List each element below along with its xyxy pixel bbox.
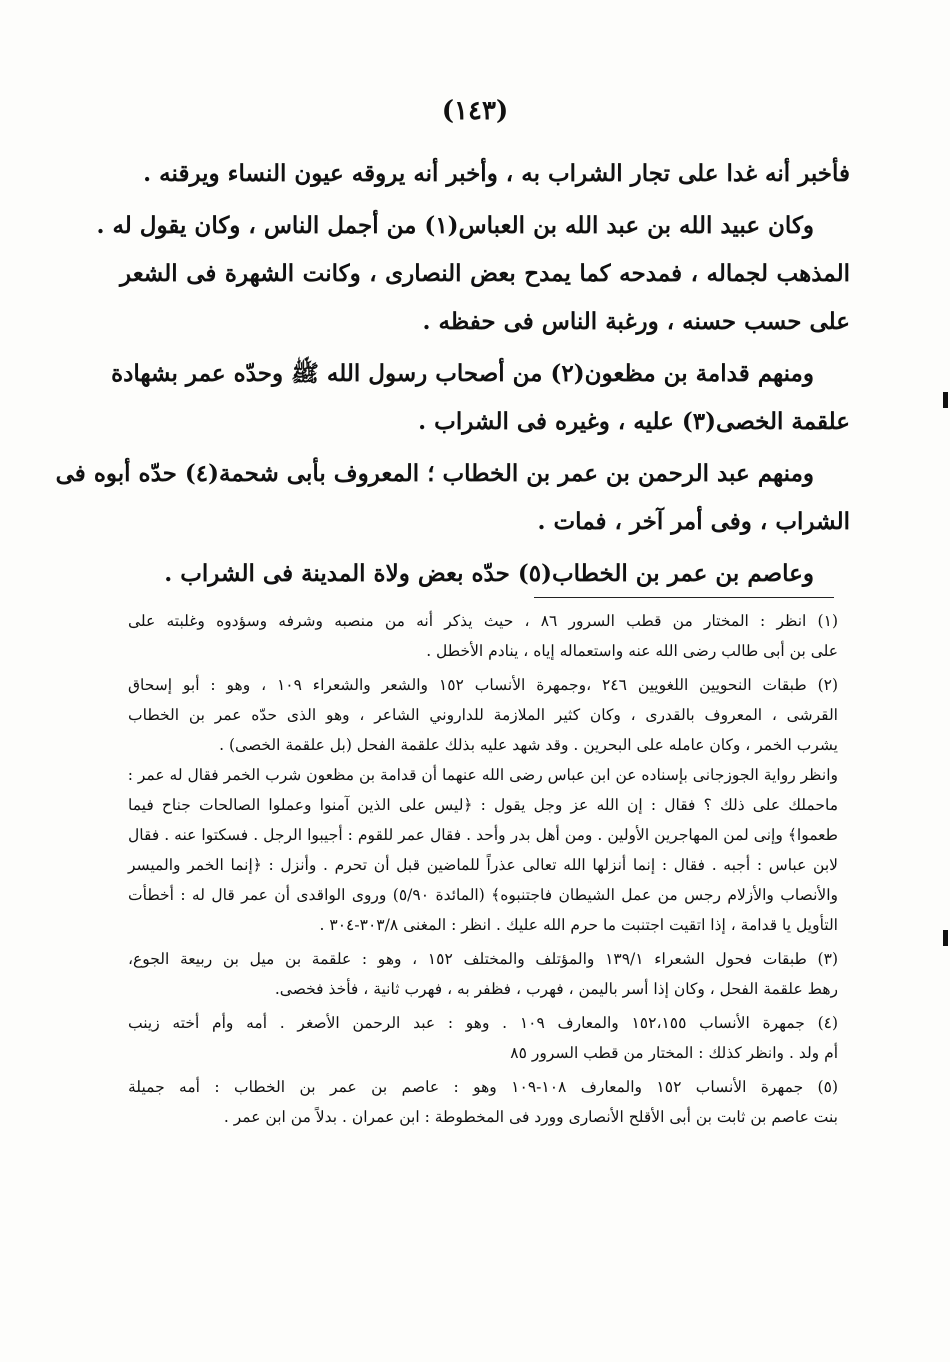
footnote-line: (٤) جمهرة الأنساب ١٥٢،١٥٥ والمعارف ١٠٩ . وهو : عبد الرحمن الأصغر . أمه وأم أخته زينب	[128, 1014, 839, 1032]
footnote-line: (١) انظر : المختار من قطب السرور ٨٦ ، حيث يذكر أنه من منصبه وشرفه وسؤدوه وغلبته على	[128, 612, 838, 630]
footnote-line: والأنصاب والأزلام رجس من عمل الشيطان فاجتنبوه﴾ (المائدة ٥/٩٠) وروى الواقدى أن عمر قال له : أخطأت	[128, 886, 839, 904]
scan-edge-mark	[943, 392, 948, 408]
page-number: (١٤٣)	[441, 96, 509, 126]
footnote-line: رهط علقمة الفحل ، وكان إذا أسر باليمن ، فهرب ، فظفر به ، فهرب ثانية ، فأخذ فخصى.	[274, 980, 838, 998]
footnote-line: (٥) جمهرة الأنساب ١٥٢ والمعارف ١٠٨-١٠٩ وهو : عاصم بن عمر بن الخطاب : أمه جميلة	[128, 1078, 838, 1096]
footnote-4	[128, 1008, 838, 1068]
footnote-line: يشرب الخمر ، وكان عامله على البحرين . وقد شهد عليه بذلك علقمة الفحل (بل علقمة الخصى) .	[219, 736, 838, 754]
text-line: على حسب حسنه ، ورغبة الناس فى حفظه .	[422, 308, 850, 335]
footnote-line: (٢) طبقات النحويين اللغويين ٢٤٦ ،وجمهرة الأنساب ١٥٢ والشعر والشعراء ١٠٩ ، وهو : أبو إسحاق	[128, 676, 839, 694]
footnote-5	[128, 1072, 838, 1132]
footnote-line: ماحملك على ذلك ؟ فقال : إن الله عز وجل يقول : ﴿ليس على الذين آمنوا وعملوا الصالحات جناح فيما	[128, 796, 838, 814]
text-line: علقمة الخصى(٣) عليه ، وغيره فى الشراب .	[418, 408, 850, 435]
text-line: المذهب لجماله ، فمدحه كما يمدح بعض النصارى ، وكانت الشهرة فى الشعر	[120, 260, 850, 287]
footnote-line: بنت عاصم بن ثابت بن أبى الأقلح الأنصارى وورد فى المخطوطة : ابن عمران . بدلاً من ابن عمر .	[223, 1108, 838, 1126]
text-line: وكان عبيد الله بن عبد الله بن العباس(١) من أجمل الناس ، وكان يقول له .	[96, 212, 814, 239]
footnote-1	[128, 606, 838, 666]
footnote-line: لابن عباس : أجبه . فقال : إنما أنزلها الله تعالى عذراً للماضين قبل أن تحرم . وأنزل : ﴿إنما الخمر والميسر	[128, 856, 838, 874]
footnote-line: التأويل يا قدامة ، إذا اتقيت اجتنبت ما حرم الله عليك . انظر : المغنى ٣٠٣/٨-٣٠٤ .	[319, 916, 838, 934]
footnote-line: على بن أبى طالب رضى الله عنه واستعماله إياه ، ينادم الأخطل .	[426, 642, 838, 660]
text-line: ومنهم قدامة بن مظعون(٢) من أصحاب رسول الله ﷺ وحدّه عمر بشهادة	[111, 360, 814, 387]
text-line: ومنهم عبد الرحمن بن عمر بن الخطاب ؛ المعروف بأبى شحمة(٤) حدّه أبوه فى	[55, 460, 814, 487]
scan-edge-mark	[943, 930, 948, 946]
footnote-line: أم ولد . وانظر كذلك : المختار من قطب السرور ٨٥	[510, 1044, 838, 1062]
footnote-separator	[534, 597, 834, 598]
text-line: وعاصم بن عمر بن الخطاب(٥) حدّه بعض ولاة المدينة فى الشراب .	[164, 560, 814, 587]
footnotes	[128, 606, 838, 1136]
footnote-line: وانظر رواية الجوزجانى بإسناده عن ابن عباس رضى الله عنهما أن قدامة بن مظعون شرب الخمر فقال له عمر :	[127, 766, 838, 784]
footnote-line: القرشى ، المعروف بالقدرى ، وكان كثير الملازمة للداروني الشاعر ، وهو الذى حدّه عمر بن الخطاب	[128, 706, 838, 724]
text-line: فأخبر أنه غدا على تجار الشراب به ، وأخبر أنه يروقه عيون النساء ويرقنه .	[143, 160, 850, 187]
footnote-line: (٣) طبقات فحول الشعراء ١٣٩/١ والمؤتلف والمختلف ١٥٢ ، وهو : علقمة بن ميل بن ربيعة الجوع،	[128, 950, 838, 968]
footnote-2	[128, 670, 838, 940]
main-text	[55, 150, 850, 598]
text-line: الشراب ، وفى أمر آخر ، فمات .	[537, 508, 850, 535]
footnote-line: طعموا﴾ وإنى لمن المهاجرين الأولين . ومن أهل بدر وأحد . فقال عمر للقوم : أجيبوا الرجل . فسكتوا عنه . فقال	[128, 826, 838, 844]
footnote-3	[128, 944, 838, 1004]
